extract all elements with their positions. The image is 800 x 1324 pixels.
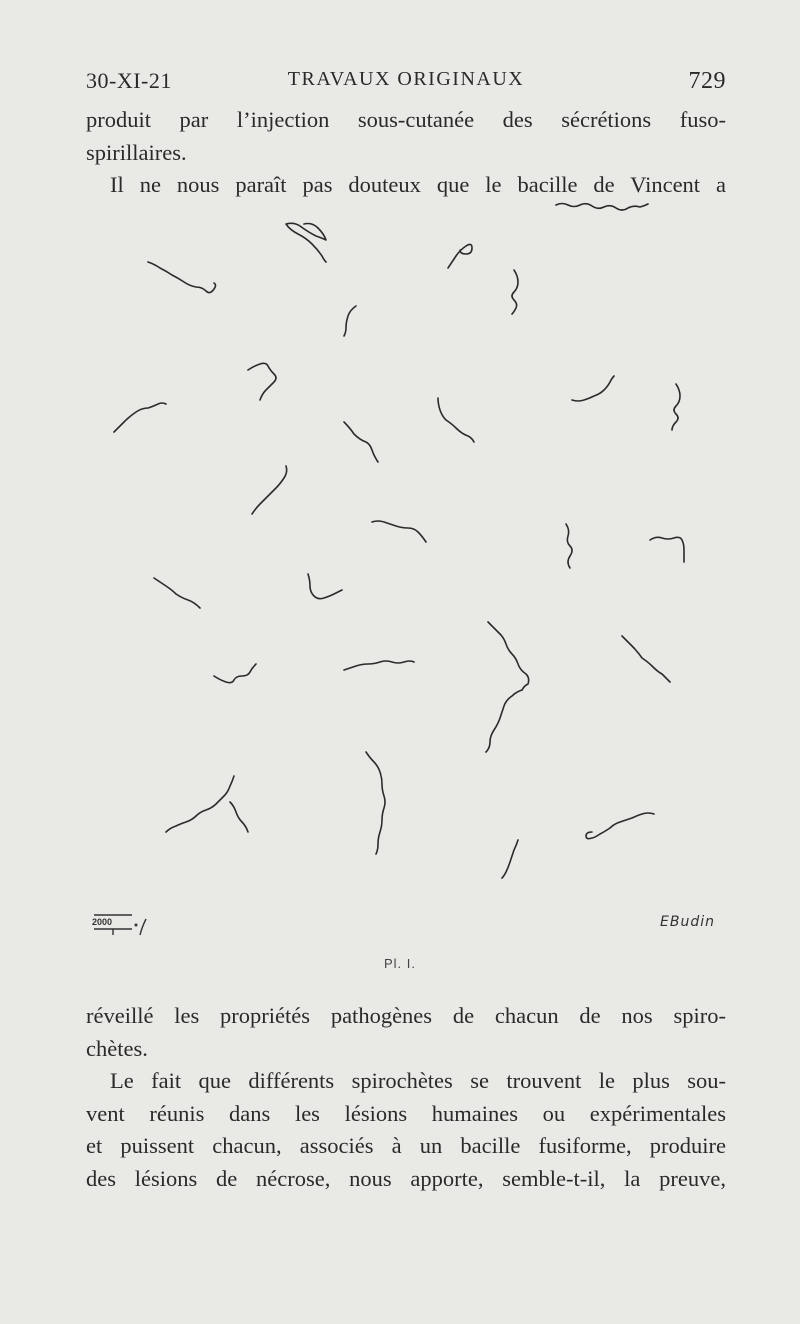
text-line: spirillaires. (86, 139, 187, 165)
spirochete-drawing (438, 398, 474, 442)
text-line: vent réunis dans les lésions humaines ou expérimentales (86, 1100, 726, 1126)
scale-bar-icon (92, 913, 158, 941)
spirochete-drawing (572, 376, 614, 401)
spirochete-drawing (252, 466, 287, 514)
spirochete-drawing (214, 664, 256, 683)
text-line: réveillé les propriétés pathogènes de chacun de nos spiro- (86, 1003, 726, 1028)
text-line: Le fait que différents spirochètes se trouvent le plus sou- (110, 1068, 726, 1093)
spirochete-drawing (166, 776, 234, 832)
text-line: des lésions de nécrose, nous apporte, semble-t-il, la preuve, (86, 1165, 726, 1191)
spirochete-drawing (488, 622, 529, 690)
spirochete-drawing (230, 802, 248, 832)
spirochete-drawing (286, 223, 326, 262)
scale-label: 2000 (92, 917, 113, 927)
spirochete-drawing (650, 537, 684, 562)
plate-caption: Pl. I. (383, 956, 416, 971)
text-line: Il ne nous paraît pas douteux que le bacille de Vincent a (110, 172, 726, 197)
spirochete-drawing (512, 270, 518, 314)
spirochete-drawing (308, 574, 342, 599)
spirochete-drawing (502, 840, 518, 878)
spirochete-drawing (248, 363, 276, 400)
artist-signature: EBudin (660, 914, 715, 930)
text-line: et puissent chacun, associés à un bacille fusiforme, produire (86, 1133, 726, 1158)
spirochete-drawing (114, 403, 166, 432)
spirochete-drawing (154, 578, 200, 608)
spirochete-drawing (586, 813, 654, 839)
spirochete-drawing (566, 524, 572, 568)
spirochete-drawing (148, 262, 216, 293)
scale-bar (92, 913, 158, 941)
header-date: 30-XI-21 (86, 68, 172, 93)
spirochete-drawing (486, 690, 522, 752)
page-number: 729 (688, 68, 726, 94)
bottom-paragraphs (86, 1000, 726, 1195)
spirochete-drawing (344, 661, 414, 670)
spirochete-drawing (372, 521, 426, 542)
spirochete-drawing (366, 752, 385, 854)
spirochete-drawing (622, 636, 670, 682)
text-line: chètes. (86, 1035, 148, 1061)
text-line: produit par l’injection sous-cutanée des sécrétions fuso- (86, 107, 726, 132)
spirochete-drawing (344, 422, 378, 462)
spirochete-drawing (344, 306, 356, 336)
header-section-title: TRAVAUX ORIGINAUX (287, 68, 525, 90)
spirochete-drawing (556, 204, 648, 211)
spirochete-drawing (672, 384, 680, 430)
spirochete-drawing (448, 244, 472, 268)
